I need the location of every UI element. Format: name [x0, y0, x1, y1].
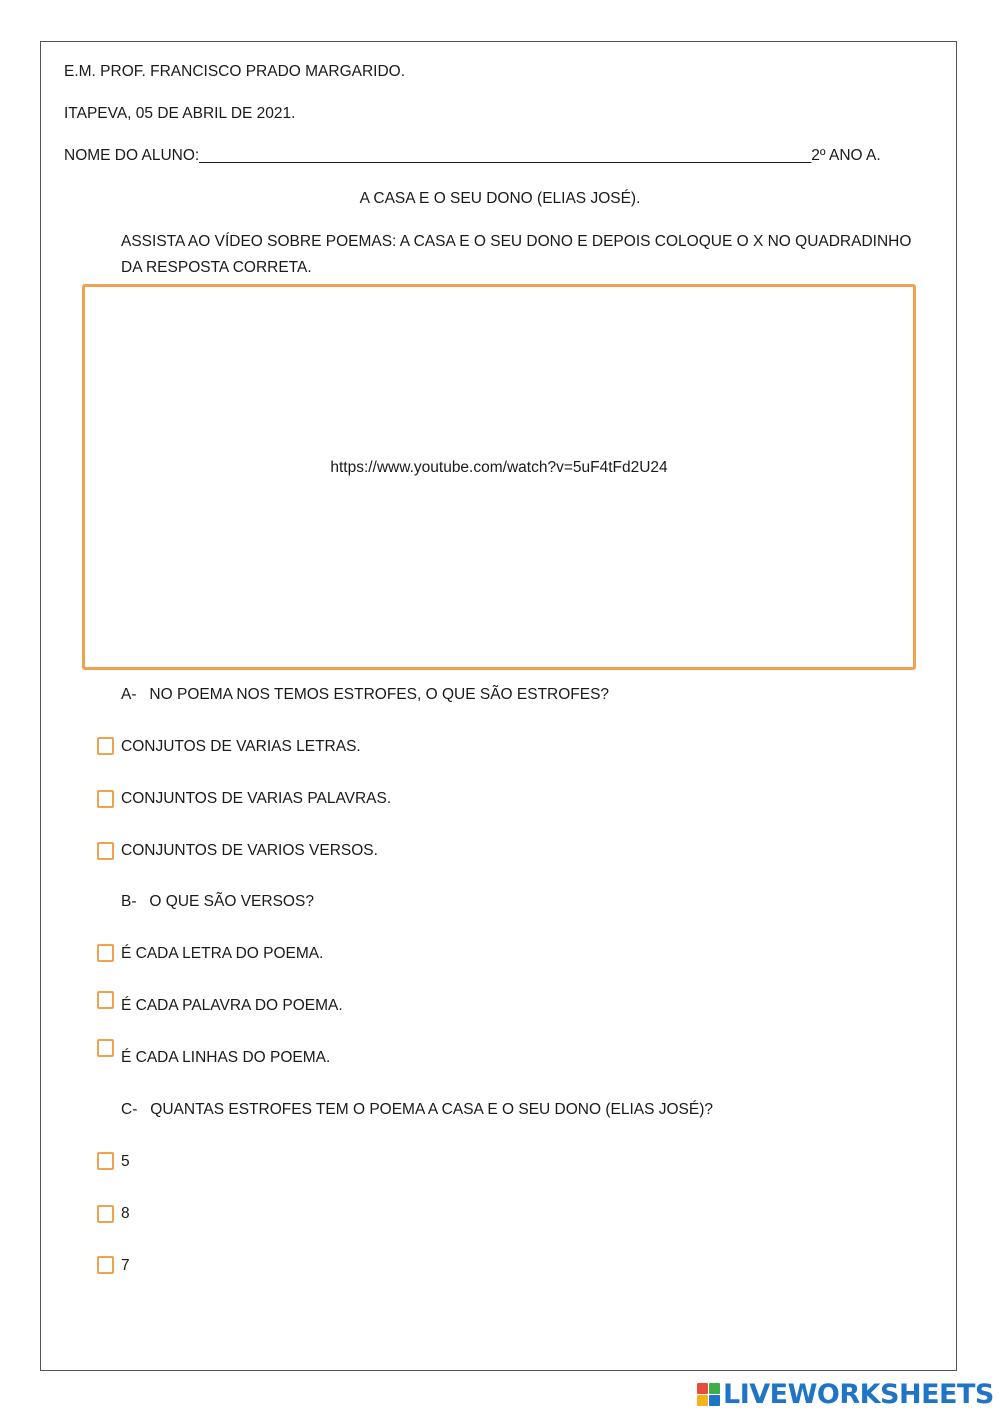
liveworksheets-logo-icon [697, 1383, 720, 1406]
liveworksheets-brand: LIVEWORKSHEETS [723, 1378, 994, 1410]
question-label: A- [121, 686, 137, 703]
question-text: O QUE SÃO VERSOS? [149, 893, 314, 910]
date-line: ITAPEVA, 05 DE ABRIL DE 2021. [64, 105, 296, 122]
worksheet-title: A CASA E O SEU DONO (ELIAS JOSÉ). [359, 190, 641, 207]
student-name-line [64, 146, 881, 166]
checkbox-a1[interactable] [97, 737, 114, 755]
grade-label: 2º ANO A. [811, 147, 881, 164]
checkbox-c1[interactable] [97, 1152, 114, 1170]
checkbox-a3[interactable] [97, 842, 114, 860]
question-label: C- [121, 1101, 138, 1118]
question-text: QUANTAS ESTROFES TEM O POEMA A CASA E O SEU DONO (ELIAS JOSÉ)? [150, 1101, 714, 1118]
checkbox-b2[interactable] [97, 991, 114, 1009]
option-c1: 5 [121, 1153, 130, 1170]
option-a3: CONJUNTOS DE VARIOS VERSOS. [121, 842, 378, 859]
checkbox-b3[interactable] [97, 1039, 114, 1057]
question-b [121, 892, 314, 912]
checkbox-c3[interactable] [97, 1256, 114, 1274]
option-b3: É CADA LINHAS DO POEMA. [121, 1049, 331, 1066]
video-box[interactable] [82, 284, 916, 670]
question-label: B- [121, 893, 137, 910]
question-text: NO POEMA NOS TEMOS ESTROFES, O QUE SÃO ESTROFES? [149, 686, 610, 703]
checkbox-b1[interactable] [97, 944, 114, 962]
checkbox-c2[interactable] [97, 1205, 114, 1223]
checkbox-a2[interactable] [97, 790, 114, 808]
liveworksheets-footer [697, 1378, 994, 1410]
option-b2: É CADA PALAVRA DO POEMA. [121, 997, 343, 1014]
video-url[interactable]: https://www.youtube.com/watch?v=5uF4tFd2U24 [330, 459, 668, 476]
option-c2: 8 [121, 1205, 130, 1222]
option-b1: É CADA LETRA DO POEMA. [121, 945, 324, 962]
question-a [121, 685, 609, 705]
option-a1: CONJUTOS DE VARIAS LETRAS. [121, 738, 361, 755]
option-c3: 7 [121, 1257, 130, 1274]
instructions: ASSISTA AO VÍDEO SOBRE POEMAS: A CASA E O SEU DONO E DEPOIS COLOQUE O X NO QUADRADINHO DA RESPOSTA CORRETA. [121, 233, 912, 276]
student-name-label: NOME DO ALUNO: [64, 147, 200, 164]
student-name-blank[interactable]: _______________________________________________________________________ [199, 147, 812, 164]
option-a2: CONJUNTOS DE VARIAS PALAVRAS. [121, 790, 392, 807]
question-c [121, 1100, 713, 1120]
school-name: E.M. PROF. FRANCISCO PRADO MARGARIDO. [64, 63, 406, 80]
